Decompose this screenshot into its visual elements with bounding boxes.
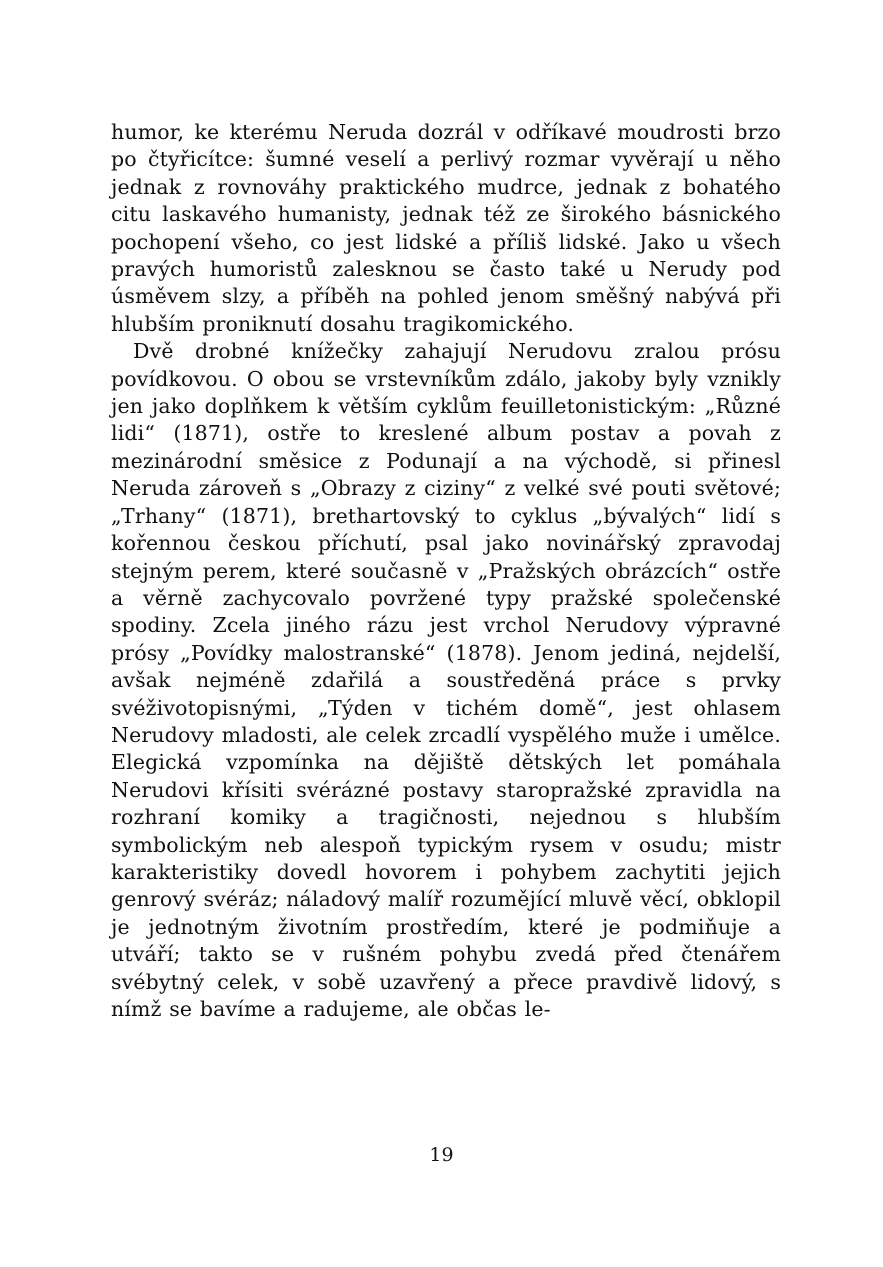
paragraph: Dvě drobné knížečky zahajují Nerudovu zralou prósu povídkovou. O obou se vrstevníkům zdálo, jakoby byly vznikly jen jako doplňkem k větším cyklům feuilletonistickým: „Různé lidi“ (1871), ostře to kreslené album postav a povah z mezinárodní směsice z Podunají a na východě, si přinesl Neruda zároveň s „Obrazy z ciziny“ z velké své pouti světové; „Trhany“ (1871), brethartovský to cyklus „bývalých“ lidí s kořennou českou příchutí, psal jako novinářský zpravodaj stejným perem, které současně v „Pražských obrázcích“ ostře a věrně zachycovalo povržené typy pražské společenské spodiny. Zcela jiného rázu jest vrchol Nerudovy výpravné prósy „Povídky malostranské“ (1878). Jenom jediná, nejdelší, avšak nejméně zdařilá a soustředěná práce s prvky svéživotopisnými, „Týden v tichém domě“, jest ohlasem Nerudovy mladosti, ale celek zrcadlí vyspělého muže i umělce. Elegická vzpomínka na dějiště dětských let pomáhala Nerudovi křísiti svérázné postavy staropražské zpravidla na rozhraní komiky a tragičnosti, nejednou s hlubším symbolickým neb alespoň typickým rysem v osudu; mistr karakteristiky dovedl hovorem i pohybem zachytiti jejich genrový svéráz; náladový malíř rozumějící mluvě věcí, obklopil je jednotným životním prostředím, které je podmiňuje a utváří; takto se v rušném pohybu zvedá před čtenářem svébytný celek, v sobě uzavřený a přece pravdivě lidový, s nímž se bavíme a radujeme, ale občas le-: [111, 339, 781, 1021]
page-number: 19: [429, 1144, 454, 1166]
paragraph: humor, ke kterému Neruda dozrál v odříkavé moudrosti brzo po čtyřicítce: šumné veselí a perlivý rozmar vyvěrají u něho jednak z rovnováhy praktického mudrce, jednak z bohatého citu laskavého humanisty, jednak též ze širokého básnického pochopení všeho, co jest lidské a příliš lidské. Jako u všech pravých humoristů zalesknou se často také u Nerudy pod úsměvem slzy, a příběh na pohled jenom směšný nabývá při hlubším proniknutí dosahu tragikomického.: [111, 120, 781, 336]
body-text: [111, 119, 781, 1023]
